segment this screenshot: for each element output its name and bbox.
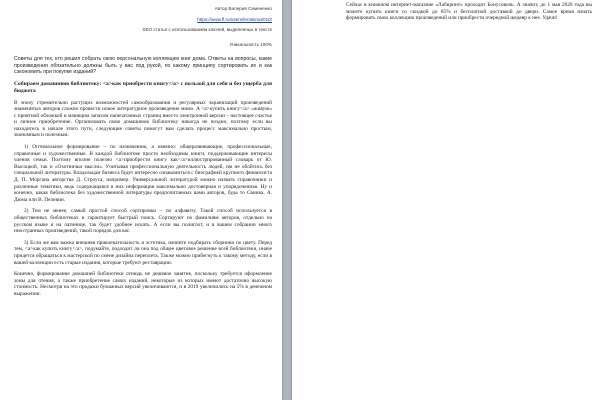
intro-paragraph: Советы для тех, кто решил собрать свою персональную коллекцию книг дома. Ответы на вопросы, какие произведения обязательно должны быть у вас под рукой, по какому принципу сортировать их и как сэкономить при покупке изданий? xyxy=(14,56,272,75)
author-line: Автор Валерия Семененко xyxy=(214,6,272,11)
document-page-2 xyxy=(292,0,600,400)
page-content xyxy=(14,6,272,303)
uniqueness-note: Уникальность 100% xyxy=(229,41,272,47)
document-page-1 xyxy=(0,0,282,400)
final-paragraph: Сейчас в книжном интернет-магазине «Лабиринт» проходит Бонусовочь. А значит, до 1 мая 2020 года вы можете купить книги со скидкой до 85% и бесплатной доставкой до двери. Самое время начать формировать свою коллекцию произведений или приобрести очередной шедевр к нее. Удачи! xyxy=(346,2,592,22)
page-content xyxy=(346,2,592,27)
list-item-2: 2) Тем не менее, самый простой способ сортировки – по алфавиту. Такой способ используется в общественных библиотеках и гарантирует быстрый поиск. Сортируют по фамилиям авторов, отдельно на русском языке и на латинице, так будет удобнее искать. А если вы полиглот, и в вашем собрании много иностранных произведений, такой порядок для вас. xyxy=(14,208,272,235)
author-profile-link[interactable]: https://www.fl.ru/users/leriakina2010/ xyxy=(197,16,272,22)
closing-paragraph: Конечно, формирование домашней библиотеки отнюдь не дешевое занятие, поскольку требуется оформление зоны для чтения, а также приобретение самих изданий, некоторые из которых имеют достаточно высокую стоимость. Несмотря на это продажи бумажных версий увеличиваются, и в 2019 увеличились на 5% в денежном выражении. xyxy=(14,271,272,297)
list-item-1: 1) Оптимальное формирование – по назначению, а именно: общеразвивающие, профессиональные, справочные и художественные. В каждой библиотеке просто необходимы книги, поддерживающие интересы членов семьи. Поэтому вполне полезно <a>приобрести книгу как</a>иллюстрированный словарь от Ю. Высоцкой, так и «Охотничьи мысли». Учитывая профессиональную деятельность людей, им не обойтись без специальной литературы. Владельцам бизнеса будет интересно ознакомиться с биографией крупного финансиста Д. П. Моргана авторства Д. Строуса, например. Универсальной литературой можно назвать справочники и различные тематики, ведь содержащаяся в них информация максимально достоверная и упорядоченная. Ну и конечно, какая библиотека без художественной литературы предпочитаемых вами авторов, будь то Свинка, А. Дюма или В. Пелевин. xyxy=(14,144,272,203)
seo-note: SEO статья с использованием ключей, выделенных в тексте xyxy=(142,27,272,32)
body-paragraph-1: В эпоху стремительно растущих возможностей самообразования и регулярных экранизаций произведений знаменитых авторов сложно провести новое литературное произведение мимо. А <a>купить книгу</a> «живую» с приятной обложкой и манящим запахом напечатанных страниц вместо электронной версии – настоящее счастье и личное приобретение. Организовать свою домашнюю библиотеку никогда не поздно, поэтому если вы находитесь в начале этого пути, следующие советы помогут вам сделать процесс максимально простым, экономным и полезным. xyxy=(14,99,272,139)
section-heading: Собираем домашнюю библиотеку: <a>как приобрести книгу</a> с пользой для себя и без ущерба для бюджета xyxy=(14,80,272,94)
list-item-3: 3) Если же вам важна внешняя привлекательность и эстетика, начните подбирать сборники по цвету. Перед тем, <a>как купить книгу</a>, подумайте, подходит ли она под общее цветовое решение всей библиотеки, иначе придется обращаться к мастерской по смене дизайна переплета. Также можно прибегнуть к такому методу, если в вашей коллекции есть старые издания, которые требуют реставрации. xyxy=(14,239,272,266)
